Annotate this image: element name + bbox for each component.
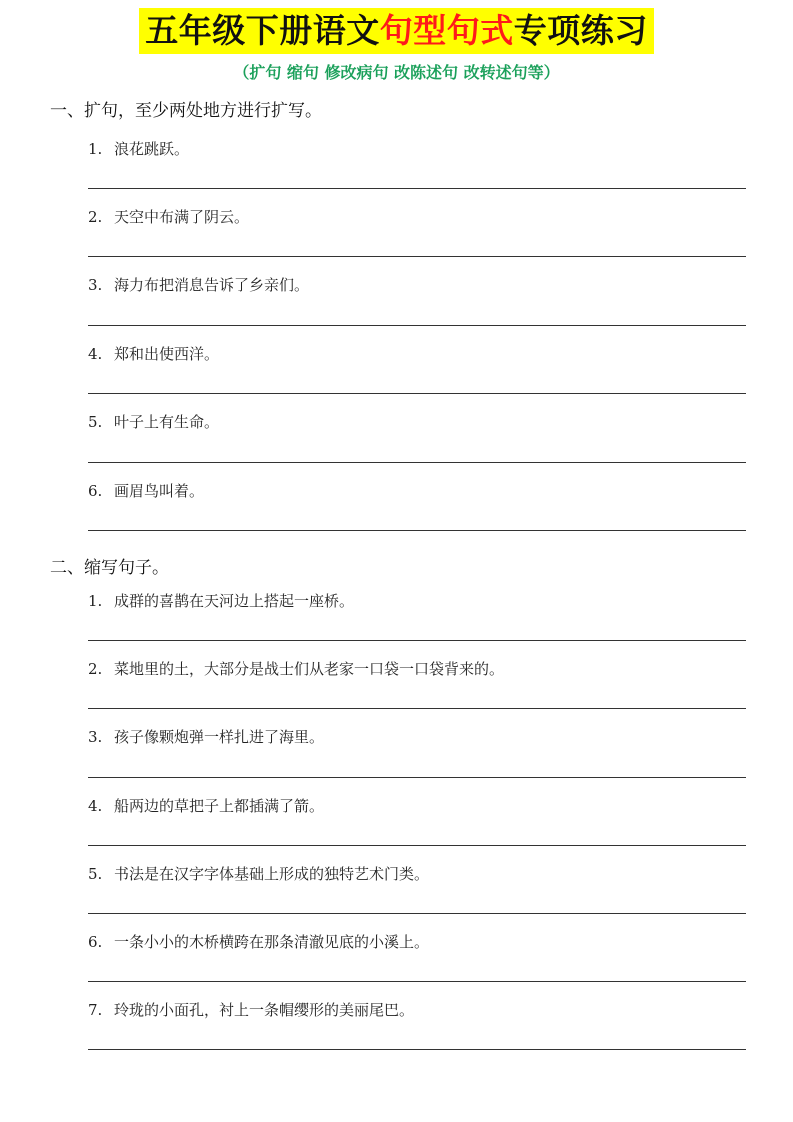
answer-line[interactable] [88, 1049, 746, 1050]
item-text: 叶子上有生命。 [114, 413, 220, 431]
exercise-item [88, 590, 354, 611]
exercise-item [88, 726, 324, 747]
answer-line[interactable] [88, 777, 746, 778]
answer-line[interactable] [88, 845, 746, 846]
item-text: 孩子像颗炮弹一样扎进了海里。 [114, 728, 325, 746]
item-number: 7. [88, 1001, 103, 1019]
exercise-item [88, 274, 309, 295]
item-text: 郑和出使西洋。 [114, 345, 220, 363]
item-text: 船两边的草把子上都插满了箭。 [114, 797, 325, 815]
title-part-2: 句型句式 [379, 11, 514, 50]
answer-line[interactable] [88, 462, 746, 463]
item-text: 玲珑的小面孔，衬上一条帽缨形的美丽尾巴。 [114, 1001, 415, 1019]
item-number: 4. [88, 345, 103, 363]
item-number: 2. [88, 660, 103, 678]
item-number: 5. [88, 865, 103, 883]
section-heading-shorten: 二、缩写句子。 [50, 558, 169, 578]
answer-line[interactable] [88, 708, 746, 709]
answer-line[interactable] [88, 256, 746, 257]
item-number: 6. [88, 482, 103, 500]
exercise-item [88, 931, 429, 952]
item-text: 成群的喜鹊在天河边上搭起一座桥。 [114, 592, 355, 610]
item-number: 5. [88, 413, 103, 431]
item-number: 4. [88, 797, 103, 815]
item-text: 浪花跳跃。 [114, 140, 190, 158]
item-text: 菜地里的土，大部分是战士们从老家一口袋一口袋背来的。 [114, 660, 505, 678]
answer-line[interactable] [88, 913, 746, 914]
title-banner [0, 8, 793, 54]
item-number: 3. [88, 276, 103, 294]
item-number: 1. [88, 592, 103, 610]
answer-line[interactable] [88, 640, 746, 641]
exercise-item [88, 795, 324, 816]
answer-line[interactable] [88, 530, 746, 531]
item-text: 海力布把消息告诉了乡亲们。 [114, 276, 310, 294]
answer-line[interactable] [88, 393, 746, 394]
item-text: 一条小小的木桥横跨在那条清澈见底的小溪上。 [114, 933, 430, 951]
exercise-item [88, 863, 429, 884]
exercise-item [88, 138, 189, 159]
item-text: 天空中布满了阴云。 [114, 208, 250, 226]
page-subtitle: （扩句 缩句 修改病句 改陈述句 改转述句等） [233, 63, 560, 82]
title-part-1: 五年级下册语文 [145, 11, 380, 50]
answer-line[interactable] [88, 188, 746, 189]
exercise-item [88, 206, 249, 227]
exercise-item [88, 343, 219, 364]
item-number: 1. [88, 140, 103, 158]
item-number: 2. [88, 208, 103, 226]
answer-line[interactable] [88, 325, 746, 326]
section-heading-expand: 一、扩句，至少两处地方进行扩写。 [50, 101, 322, 121]
exercise-item [88, 999, 414, 1020]
item-number: 3. [88, 728, 103, 746]
exercise-item [88, 411, 219, 432]
item-text: 画眉鸟叫着。 [114, 482, 205, 500]
item-number: 6. [88, 933, 103, 951]
page-title [139, 8, 654, 54]
answer-line[interactable] [88, 981, 746, 982]
item-text: 书法是在汉字字体基础上形成的独特艺术门类。 [114, 865, 430, 883]
exercise-item [88, 658, 504, 679]
exercise-item [88, 480, 204, 501]
title-part-3: 专项练习 [513, 11, 648, 50]
